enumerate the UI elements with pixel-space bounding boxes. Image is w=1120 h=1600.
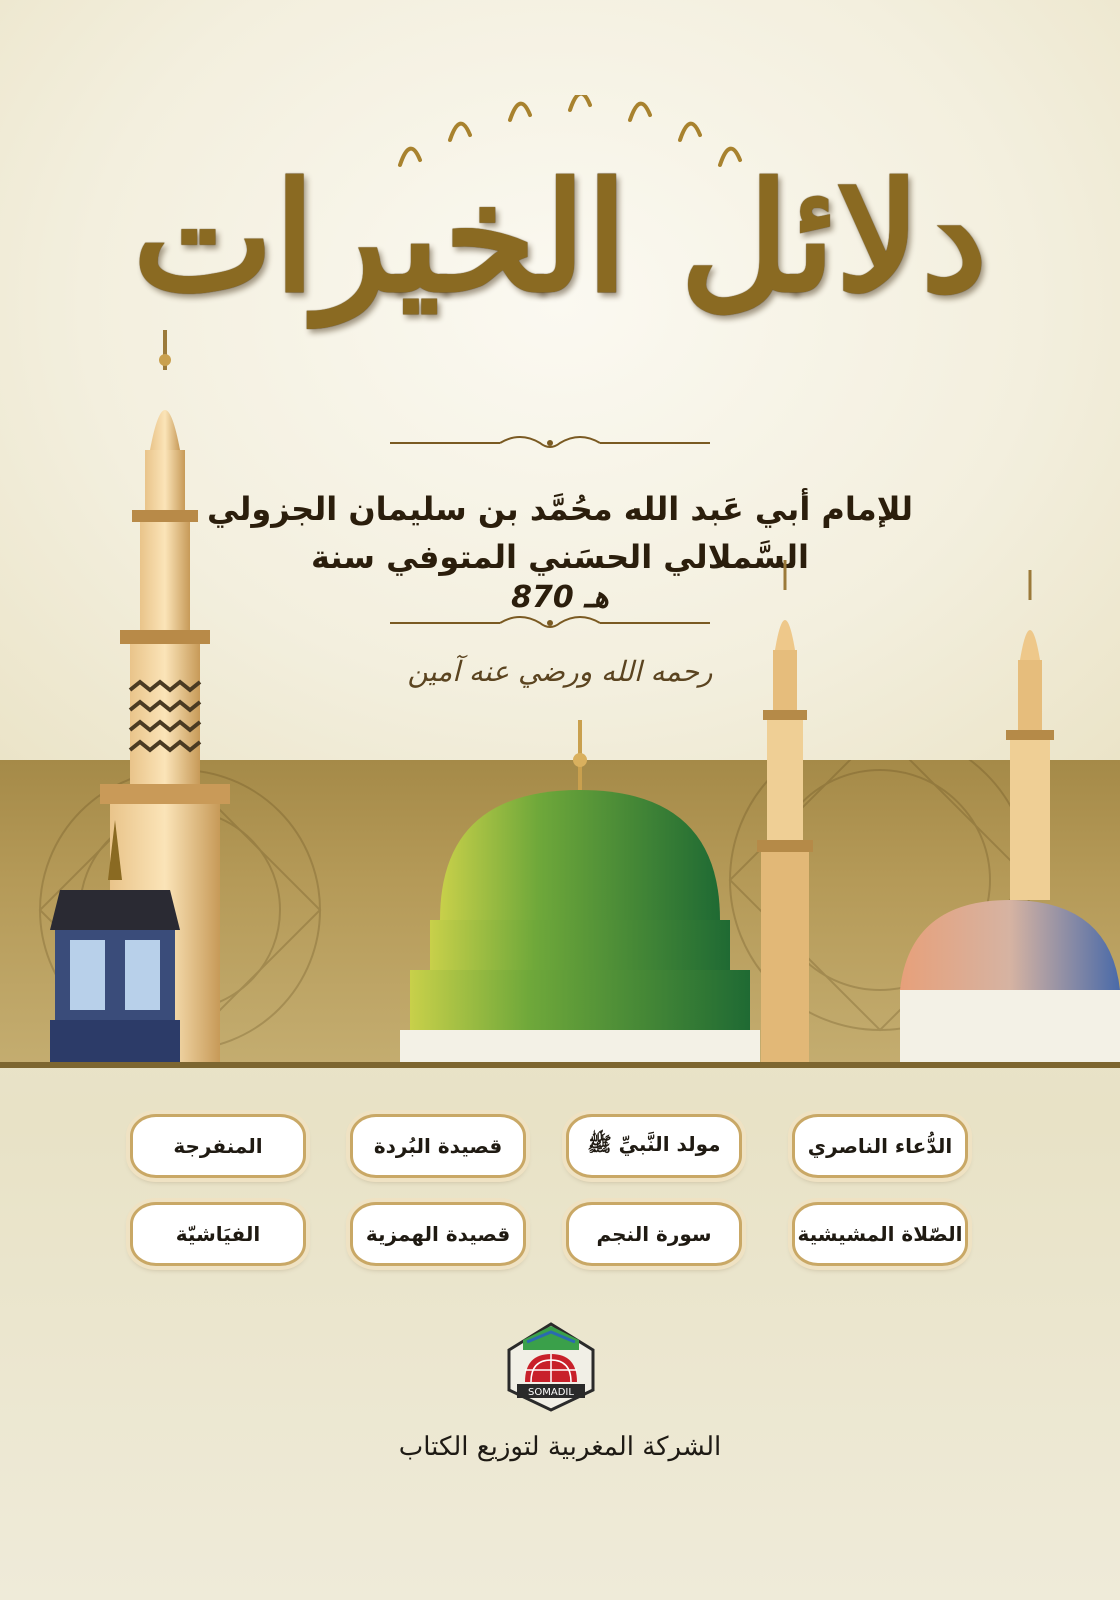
somadil-logo-icon [505, 1320, 597, 1412]
chip-mashishiya: الصّلاة المشيشية [792, 1202, 968, 1266]
chip-dua-nasiri: الدُّعاء الناصري [792, 1114, 968, 1178]
middle-minaret-icon [745, 560, 825, 1065]
lantern-icon [40, 820, 190, 1065]
ornament-divider-top [390, 432, 710, 454]
chip-mawlid: مولد النَّبيِّ ﷺ [566, 1114, 742, 1178]
chip-fayashiya: الفيَاشيّة [130, 1202, 306, 1266]
author-line-2: السَّملالي الحسَني المتوفي سنة [311, 538, 809, 576]
chip-surat-najm: سورة النجم [566, 1202, 742, 1266]
book-title: دلائل الخيرات [132, 150, 988, 326]
chip-munfarija: المنفرجة [130, 1114, 306, 1178]
right-minaret-icon [900, 570, 1120, 1065]
death-year: 870 هـ [511, 580, 609, 615]
chip-hamziya: قصيدة الهمزية [350, 1202, 526, 1266]
author-line-1: للإمام أبي عَبد الله محُمَّد بن سليمان الجزولي [206, 490, 914, 528]
blessing-text: رحمه الله ورضي عنه آمين [407, 655, 713, 688]
publisher-name: الشركة المغربية لتوزيع الكتاب [398, 1432, 722, 1462]
logo-text: SOMADIL [528, 1387, 574, 1398]
green-dome-icon [400, 720, 760, 1065]
band-bottom-edge [0, 1062, 1120, 1068]
chip-burda: قصيدة البُردة [350, 1114, 526, 1178]
ornament-divider-bottom [390, 612, 710, 634]
